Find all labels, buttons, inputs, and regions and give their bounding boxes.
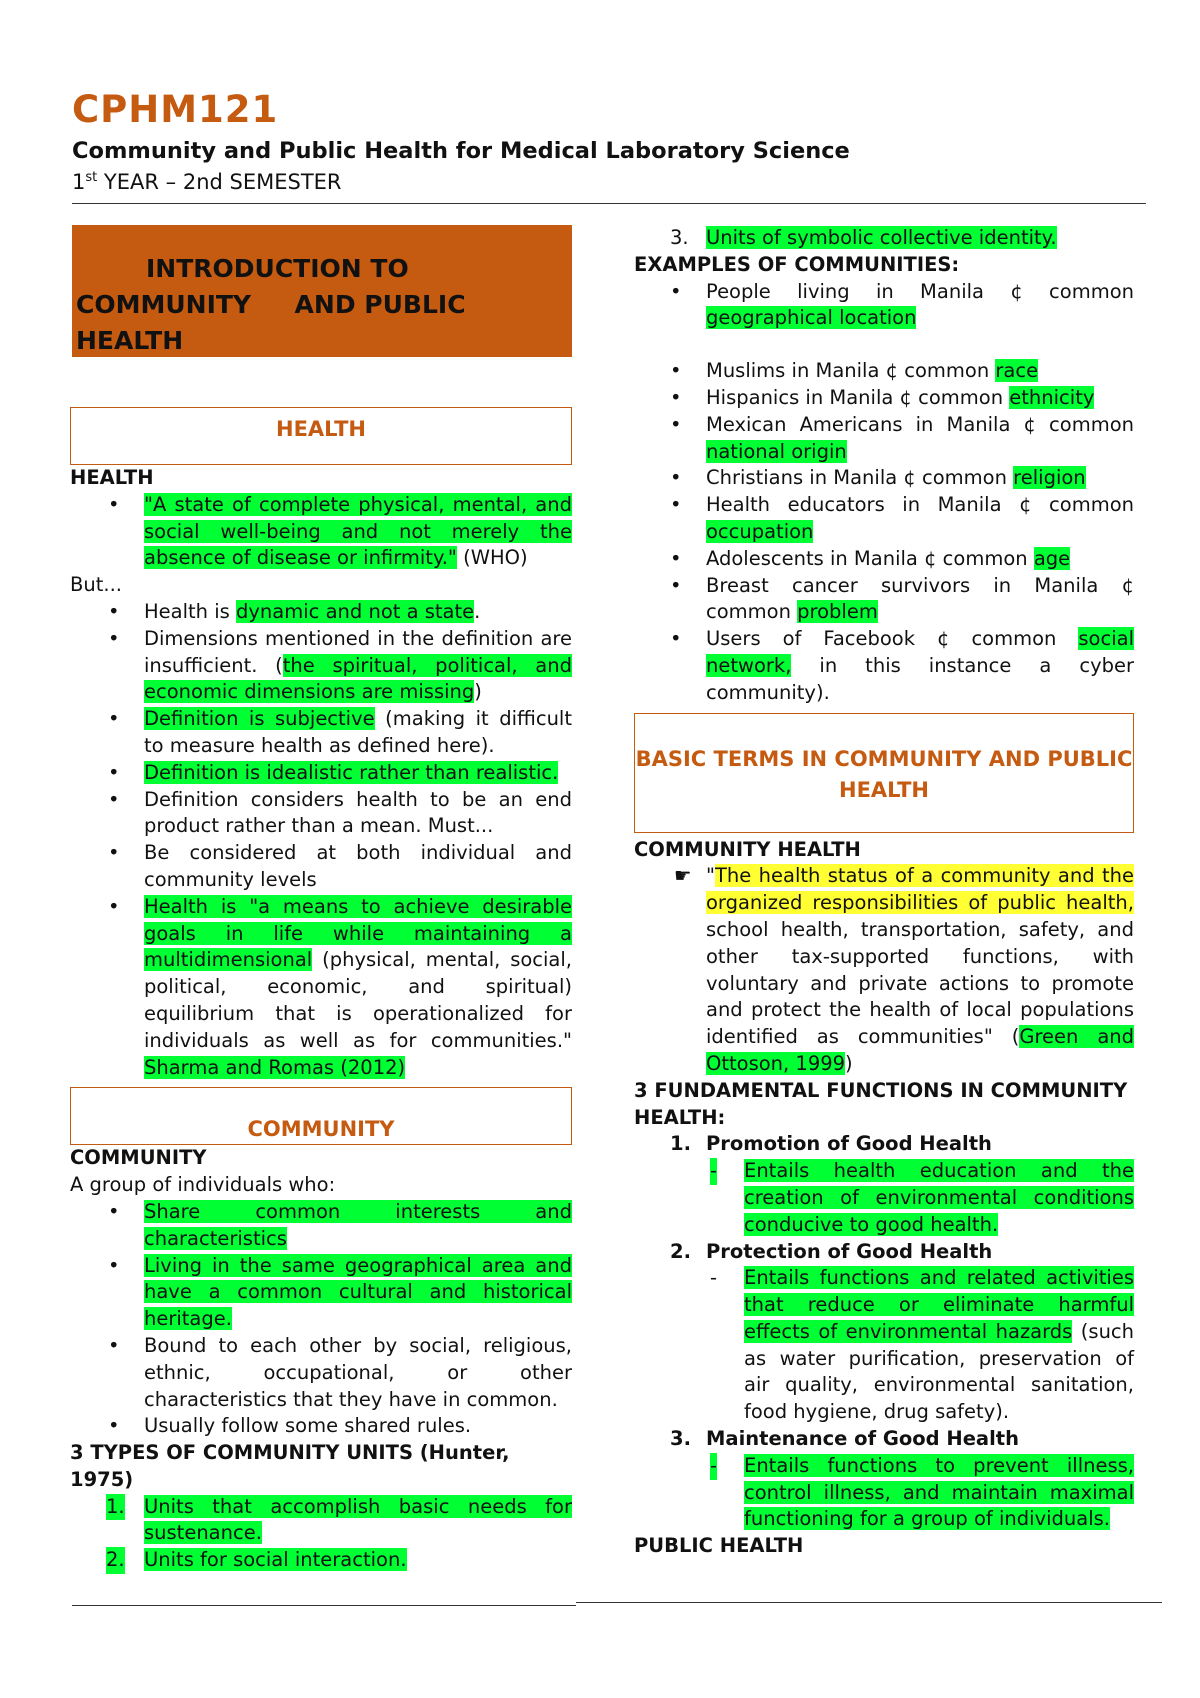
list-item: • Mexican Americans in Manila ¢ common national origin xyxy=(634,412,1134,466)
function-title: 2. Protection of Good Health xyxy=(670,1239,993,1263)
examples-list-more xyxy=(634,358,1134,706)
list-item: • Be considered at both individual and community levels xyxy=(70,840,572,894)
community-health-heading: COMMUNITY HEALTH xyxy=(634,837,861,861)
left-column xyxy=(70,225,572,1574)
course-code: CPHM121 xyxy=(72,88,279,131)
footer-divider-left xyxy=(72,1605,576,1606)
health-definition-list xyxy=(70,492,572,572)
pointing-hand-icon: ☛ xyxy=(674,864,692,888)
list-item: • Definition is idealistic rather than realistic. xyxy=(70,760,572,787)
community-intro: A group of individuals who: xyxy=(70,1173,336,1197)
function-description: - Entails functions to prevent illness, control illness, and maintain maximal functioning for a group of individuals. xyxy=(710,1453,1134,1531)
list-item: • Living in the same geographical area and have a common cultural and historical heritage. xyxy=(70,1253,572,1333)
list-item: • Definition is subjective (making it difficult to measure health as defined here). xyxy=(70,706,572,760)
list-item: • Dimensions mentioned in the definition are insufficient. (the spiritual, political, and economic dimensions are missing) xyxy=(70,626,572,706)
arrow-icon: ¢ xyxy=(924,546,937,570)
fundamental-functions-heading: 3 FUNDAMENTAL FUNCTIONS IN COMMUNITY HEALTH: xyxy=(634,1078,1128,1129)
function-description: - Entails functions and related activities that reduce or eliminate harmful effects of environmental hazards (such as water purification, preservation of air quality, environmental sanitation, food hygiene, drug safety). xyxy=(710,1266,1135,1424)
list-item: • Health educators in Manila ¢ common occupation xyxy=(634,492,1134,546)
arrow-icon: ¢ xyxy=(1010,279,1023,303)
list-item: • Muslims in Manila ¢ common race xyxy=(634,358,1134,385)
right-column xyxy=(634,225,1134,1560)
but-text: But... xyxy=(70,573,122,597)
list-item: • Health is "a means to achieve desirable goals in life while maintaining a multidimensional (physical, mental, social, political, economic, and spiritual) equilibrium that is operationalized for individuals as well as for communities." Sharma and Romas (2012) xyxy=(70,894,572,1082)
arrow-icon: ¢ xyxy=(903,466,916,490)
intro-banner: INTRODUCTION TO COMMUNITY AND PUBLIC HEALTH xyxy=(72,225,572,357)
list-item: • Health is dynamic and not a state. xyxy=(70,599,572,626)
list-item: • Breast cancer survivors in Manila ¢ common problem xyxy=(634,573,1134,627)
types-list xyxy=(70,1494,572,1574)
list-item: • Users of Facebook ¢ common social network, in this instance a cyber community). xyxy=(634,626,1134,706)
arrow-icon: ¢ xyxy=(1121,573,1134,597)
examples-list xyxy=(634,279,1134,333)
community-health-definition: ☛ "The health status of a community and the organized responsibilities of public health, school health, transportation, safety, and other tax-supported functions, with voluntary and private actions to promote and protect the health of local populations identified as communities" (Green and Ottoson, 1999) xyxy=(674,864,1135,1075)
header-divider xyxy=(72,203,1146,204)
year-semester: 1st YEAR – 2nd SEMESTER xyxy=(72,170,342,194)
health-critique-list xyxy=(70,599,572,1081)
list-item: • Adolescents in Manila ¢ common age xyxy=(634,546,1134,573)
list-item: 3. Units of symbolic collective identity. xyxy=(670,226,1057,249)
examples-heading: EXAMPLES OF COMMUNITIES: xyxy=(634,252,960,276)
community-heading: COMMUNITY xyxy=(70,1146,207,1170)
community-list xyxy=(70,1199,572,1440)
arrow-icon: ¢ xyxy=(1019,493,1032,517)
public-health-heading: PUBLIC HEALTH xyxy=(634,1534,804,1558)
arrow-icon: ¢ xyxy=(885,359,899,383)
list-item: 2. Units for social interaction. xyxy=(70,1547,572,1574)
list-item: • Christians in Manila ¢ common religion xyxy=(634,465,1134,492)
community-section-box: COMMUNITY xyxy=(70,1087,572,1145)
types-list-continued xyxy=(634,225,1134,252)
list-item: • People living in Manila ¢ common geographical location xyxy=(634,279,1134,333)
list-item: • Usually follow some shared rules. xyxy=(70,1413,572,1440)
course-title: Community and Public Health for Medical Laboratory Science xyxy=(72,138,850,164)
list-item: 1. Units that accomplish basic needs for sustenance. xyxy=(106,1494,572,1545)
arrow-icon: ¢ xyxy=(1023,412,1036,436)
footer-divider-right xyxy=(576,1602,1162,1603)
health-section-box: HEALTH xyxy=(70,407,572,465)
function-description: - Entails health education and the creation of environmental conditions conducive to good health. xyxy=(710,1159,1134,1236)
function-title: 3. Maintenance of Good Health xyxy=(670,1427,1019,1451)
basic-terms-section-box: BASIC TERMS IN COMMUNITY AND PUBLIC HEALTH xyxy=(634,713,1134,833)
health-heading: HEALTH xyxy=(70,466,154,489)
list-item: • Hispanics in Manila ¢ common ethnicity xyxy=(634,385,1134,412)
function-title: 1. Promotion of Good Health xyxy=(670,1132,992,1156)
list-item: • "A state of complete physical, mental, and social well-being and not merely the absence of disease or infirmity." (WHO) xyxy=(70,492,572,572)
types-heading: 3 TYPES OF COMMUNITY UNITS (Hunter, 1975) xyxy=(70,1441,510,1491)
list-item: • Share common interests and characteristics xyxy=(70,1199,572,1253)
list-item: • Definition considers health to be an end product rather than a mean. Must... xyxy=(70,787,572,841)
arrow-icon: ¢ xyxy=(937,627,950,651)
list-item: • Bound to each other by social, religious, ethnic, occupational, or other characteristics that they have in common. xyxy=(70,1333,572,1413)
arrow-icon: ¢ xyxy=(899,385,912,409)
